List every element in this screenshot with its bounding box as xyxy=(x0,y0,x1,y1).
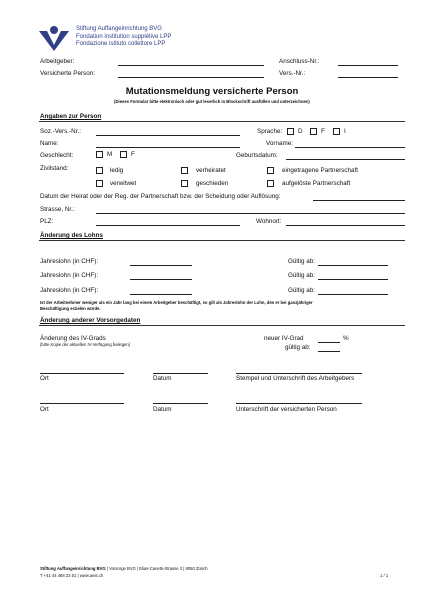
geschlecht-f-checkbox[interactable] xyxy=(120,151,127,158)
section-divider xyxy=(39,325,405,326)
jahreslohn-label: Jahreslohn (in CHF): xyxy=(40,272,99,279)
section-heading-vorsorge: Änderung anderer Vorsorgedaten xyxy=(40,317,141,324)
geburtsdatum-field[interactable] xyxy=(286,159,405,160)
signature-person-field[interactable] xyxy=(236,403,362,404)
arbeitgeber-field[interactable] xyxy=(118,65,264,66)
datum-heirat-field[interactable] xyxy=(313,200,405,201)
sprache-d-checkbox[interactable] xyxy=(287,128,294,135)
vorname-label: Vorname: xyxy=(266,140,293,147)
jahreslohn-field[interactable] xyxy=(130,265,192,266)
strasse-label: Strasse, Nr.: xyxy=(40,206,75,213)
geburtsdatum-label: Geburtsdatum: xyxy=(236,152,278,159)
datum-field[interactable] xyxy=(153,403,208,404)
verwitwet-checkbox[interactable] xyxy=(96,180,103,187)
section-heading-person: Angaben zur Person xyxy=(40,113,102,120)
sprache-f-label: F xyxy=(321,128,325,135)
sprache-label: Sprache: xyxy=(257,128,283,135)
eingetragene-partnerschaft-checkbox[interactable] xyxy=(267,167,274,174)
jahreslohn-field[interactable] xyxy=(130,294,192,295)
gueltig-ab-label: Gültig ab: xyxy=(288,258,315,265)
wohnort-field[interactable] xyxy=(286,225,405,226)
aufgeloeste-partnerschaft-checkbox[interactable] xyxy=(267,180,274,187)
soz-vers-nr-field[interactable] xyxy=(96,135,240,136)
gueltig-ab-field[interactable] xyxy=(318,294,388,295)
footer-address-rest: | Vorsorge BVG | Elias-Canetti-Strasse 2 | 8050 Zürich xyxy=(105,566,208,571)
verwitwet-label: verwitwet xyxy=(110,180,137,187)
neuer-iv-grad-label: neuer IV-Grad xyxy=(264,335,304,342)
datum-label: Datum xyxy=(153,406,172,413)
page-title: Mutationsmeldung versicherte Person xyxy=(125,86,299,97)
anschluss-nr-field[interactable] xyxy=(338,65,398,66)
eingetragene-partnerschaft-label: eingetragene Partnerschaft xyxy=(282,167,358,174)
jahreslohn-label: Jahreslohn (in CHF): xyxy=(40,258,99,265)
lohn-note: Ist der Arbeitnehmer weniger als ein Jahr lang bei einem Arbeitgeber beschäftigt, so gilt als Jahreslohn der Lohn, den er bei ganzjähriger xyxy=(40,300,313,305)
geschlecht-m-checkbox[interactable] xyxy=(96,151,103,158)
ort-field[interactable] xyxy=(40,373,124,374)
logo-line: Fondation institution supplétive LPP xyxy=(76,33,172,40)
page-number: 1 / 1 xyxy=(380,573,389,578)
jahreslohn-label: Jahreslohn (in CHF): xyxy=(40,287,99,294)
ledig-checkbox[interactable] xyxy=(96,167,103,174)
vorname-field[interactable] xyxy=(295,147,405,148)
zivilstand-label: Zivilstand: xyxy=(40,165,69,172)
anschluss-nr-label: Anschluss-Nr.: xyxy=(279,58,320,65)
neuer-iv-grad-field[interactable] xyxy=(318,342,340,343)
datum-heirat-label: Datum der Heirat oder der Reg. der Partnerschaft bzw. der Scheidung oder Auflösung: xyxy=(40,193,281,200)
sprache-f-checkbox[interactable] xyxy=(310,128,317,135)
vers-nr-label: Vers.-Nr.: xyxy=(279,70,306,77)
gueltig-ab-label: Gültig ab: xyxy=(288,272,315,279)
versicherte-person-label: Versicherte Person: xyxy=(40,70,95,77)
versicherte-person-field[interactable] xyxy=(118,77,264,78)
geschlecht-label: Geschlecht: xyxy=(40,152,74,159)
footer-org: Stiftung Auffangeinrichtung BVG xyxy=(40,566,106,571)
iv-grad-label: Änderung des IV-Grads xyxy=(40,335,106,342)
aufgeloeste-partnerschaft-label: aufgelöste Partnerschaft xyxy=(282,180,351,187)
iv-grad-hint: (bitte Kopie der aktuellen IV-Verfügung beilegen) xyxy=(40,342,131,347)
ort-label: Ort xyxy=(40,375,49,382)
footer-address xyxy=(40,566,208,571)
page-subtitle: (Dieses Formular bitte elektronisch oder gut leserlich in Blockschrift ausfüllen und unterzeichnen) xyxy=(114,99,310,104)
gueltig-ab-label: Gültig ab: xyxy=(288,287,315,294)
sprache-i-label: I xyxy=(344,128,346,135)
section-divider xyxy=(39,240,405,241)
geschlecht-f-label: F xyxy=(131,151,135,158)
signature-employer-field[interactable] xyxy=(236,373,362,374)
sprache-d-label: D xyxy=(298,128,303,135)
geschieden-checkbox[interactable] xyxy=(181,180,188,187)
arbeitgeber-label: Arbeitgeber: xyxy=(40,58,75,65)
verheiratet-label: verheiratet xyxy=(196,167,226,174)
ort-label: Ort xyxy=(40,406,49,413)
section-heading-lohn: Änderung des Lohns xyxy=(40,232,103,239)
signature-employer-label: Stempel und Unterschrift des Arbeitgebers xyxy=(236,375,355,382)
logo-line: Stiftung Auffangeinrichtung BVG xyxy=(76,26,162,32)
gueltig-ab-field[interactable] xyxy=(318,265,388,266)
plz-label: PLZ: xyxy=(40,218,54,225)
datum-label: Datum xyxy=(153,375,172,382)
ort-field[interactable] xyxy=(40,403,124,404)
iv-gueltig-ab-field[interactable] xyxy=(318,351,340,352)
jahreslohn-field[interactable] xyxy=(130,279,192,280)
iv-gueltig-ab-label: gültig ab: xyxy=(285,344,311,351)
gueltig-ab-field[interactable] xyxy=(318,279,388,280)
logo-text xyxy=(76,26,171,49)
soz-vers-nr-label: Soz.-Vers.-Nr.: xyxy=(40,128,81,135)
section-divider xyxy=(39,121,405,122)
vers-nr-field[interactable] xyxy=(338,77,398,78)
name-label: Name: xyxy=(40,140,59,147)
wohnort-label: Wohnort: xyxy=(256,218,282,225)
plz-field[interactable] xyxy=(96,225,240,226)
name-field[interactable] xyxy=(96,147,240,148)
logo xyxy=(38,25,70,51)
signature-person-label: Unterschrift der versicherten Person xyxy=(236,406,337,413)
datum-field[interactable] xyxy=(153,373,208,374)
geschlecht-m-label: M xyxy=(107,151,113,158)
sprache-i-checkbox[interactable] xyxy=(333,128,340,135)
lohn-note: Beschäftigung erzielen würde. xyxy=(40,306,101,311)
percent-sign: % xyxy=(343,335,349,342)
logo-line: Fondazione istituto collettore LPP xyxy=(76,41,166,48)
ledig-label: ledig xyxy=(110,167,124,174)
logo-mark-icon xyxy=(38,25,70,51)
geschieden-label: geschieden xyxy=(196,180,229,187)
footer-contact: T +41 44 468 23 01 | www.aeis.ch xyxy=(40,573,104,578)
verheiratet-checkbox[interactable] xyxy=(181,167,188,174)
strasse-field[interactable] xyxy=(96,213,405,214)
